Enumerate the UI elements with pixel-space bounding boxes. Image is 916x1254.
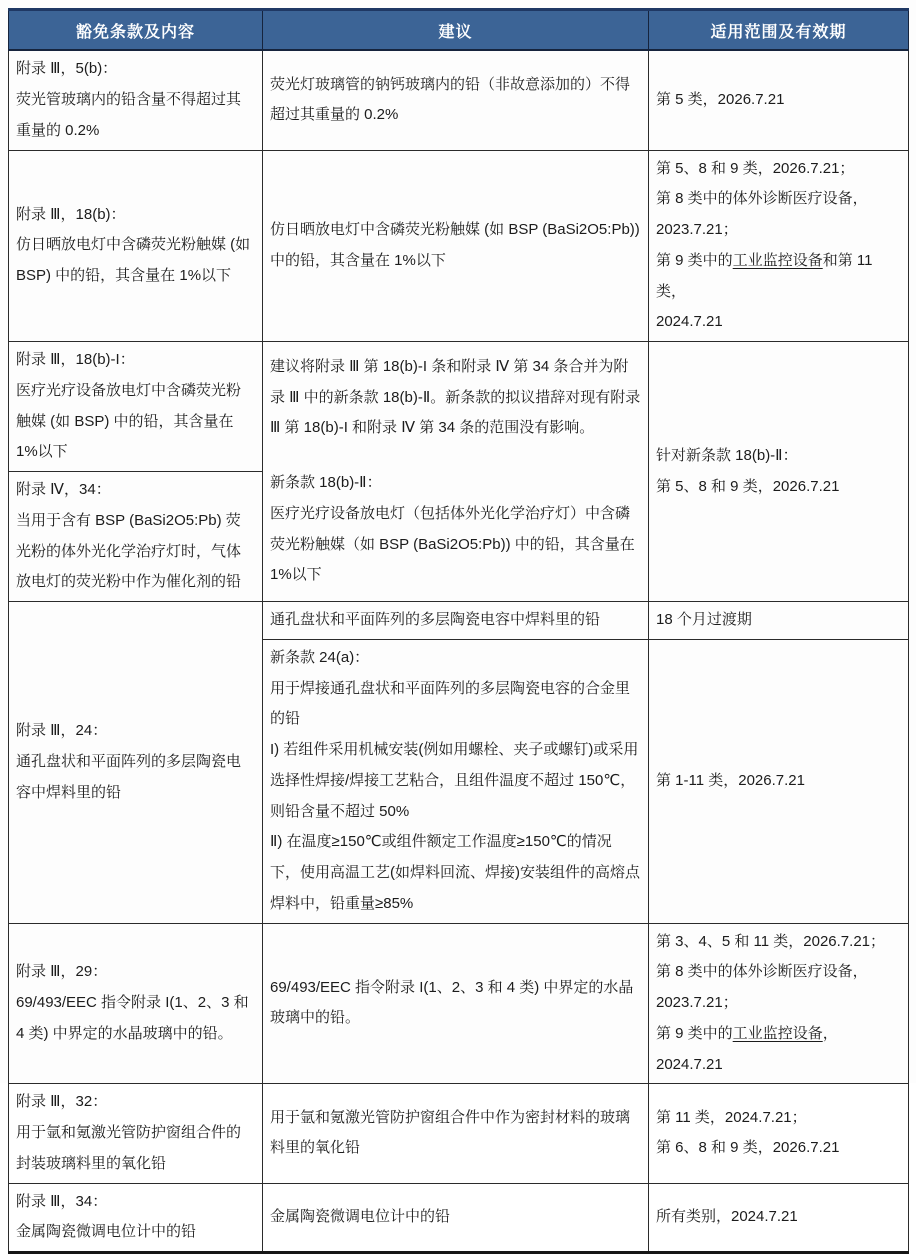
clause-cell [9, 150, 263, 342]
suggestion-text: 荧光灯玻璃管的钠钙玻璃内的铅（非故意添加的）不得超过其重量的 0.2% [270, 75, 631, 124]
table-row [9, 923, 909, 1084]
clause-title: 附录 Ⅲ，18(b)： [16, 205, 126, 223]
column-header-clause: 豁免条款及内容 [9, 10, 263, 51]
clause-title: 附录 Ⅲ，5(b)： [16, 60, 118, 78]
table-row [9, 602, 909, 640]
suggestion-cell [263, 50, 649, 150]
suggestion-text: 通孔盘状和平面阵列的多层陶瓷电容中焊料里的铅 [270, 611, 601, 628]
scope-line: 第 3、4、5 和 11 类，2026.7.21； [656, 932, 885, 950]
clause-text: 金属陶瓷微调电位计中的铅 [16, 1223, 197, 1241]
suggestion-text: 用于氩和氪激光管防护窗组合件中作为密封材料的玻璃料里的氧化铅 [270, 1108, 631, 1157]
suggestion-cell [263, 150, 649, 342]
scope-text: 第 1-11 类，2026.7.21 [656, 771, 805, 789]
scope-cell [649, 639, 909, 923]
underlined-term: 工业监控设备 [732, 251, 823, 269]
table-row [9, 50, 909, 150]
clause-cell [9, 602, 263, 924]
clause-text: 仿日晒放电灯中含磷荧光粉触媒 (如 BSP) 中的铅，其含量在 1%以下 [16, 236, 251, 285]
scope-line: 第 6、8 和 9 类，2026.7.21 [656, 1139, 840, 1157]
column-header-suggestion: 建议 [263, 10, 649, 51]
clause-text: 荧光管玻璃内的铅含量不得超过其重量的 0.2% [16, 90, 242, 139]
table-row [9, 1084, 909, 1183]
clause-text: 通孔盘状和平面阵列的多层陶瓷电容中焊料里的铅 [16, 752, 242, 801]
clause-text: 用于氩和氪激光管防护窗组合件的封装玻璃料里的氧化铅 [16, 1124, 242, 1172]
scope-line: 第 5、8 和 9 类，2026.7.21 [656, 477, 840, 495]
suggestion-text: 医疗光疗设备放电灯（包括体外光化学治疗灯）中含磷荧光粉触媒（如 BSP (BaSi2O5:Pb)) 中的铅，其含量在 1%以下 [270, 504, 635, 584]
suggestion-text: 金属陶瓷微调电位计中的铅 [270, 1207, 451, 1225]
clause-cell [9, 472, 263, 602]
suggestion-cell [263, 923, 649, 1084]
suggestion-cell [263, 639, 649, 923]
clause-title: 附录 Ⅲ，29： [16, 963, 108, 981]
scope-line: 2024.7.21 [656, 313, 723, 331]
clause-text: 当用于含有 BSP (BaSi2O5:Pb) 荧光粉的体外光化学治疗灯时，气体放电灯的荧光粉中作为催化剂的铅 [16, 511, 242, 591]
table-row [9, 1183, 909, 1253]
table-row [9, 342, 909, 472]
table-row [9, 150, 909, 342]
exemption-table [8, 8, 909, 1254]
scope-cell [649, 342, 909, 602]
clause-title: 附录 Ⅲ，32： [16, 1093, 108, 1111]
scope-cell [649, 923, 909, 1084]
suggestion-text: I) 若组件采用机械安装(例如用螺栓、夹子或螺钉)或采用选择性焊接/焊接工艺粘合，且组件温度不超过 150℃，则铅含量不超过 50% [270, 741, 639, 820]
clause-cell [9, 1084, 263, 1183]
clause-text: 医疗光疗设备放电灯中含磷荧光粉触媒 (如 BSP) 中的铅，其含量在 1%以下 [16, 381, 242, 461]
scope-line: 第 8 类中的体外诊断医疗设备， [656, 190, 868, 208]
scope-line: 第 5、8 和 9 类，2026.7.21； [656, 159, 855, 177]
clause-title: 附录 Ⅳ，34： [16, 481, 111, 498]
clause-cell [9, 1183, 263, 1253]
scope-line: 针对新条款 18(b)-Ⅱ： [656, 446, 798, 464]
clause-text: 69/493/EEC 指令附录 I(1、2、3 和 4 类) 中界定的水晶玻璃中的铅。 [16, 994, 249, 1042]
suggestion-text: 69/493/EEC 指令附录 I(1、2、3 和 4 类) 中界定的水晶玻璃中的铅。 [270, 978, 634, 1027]
clause-title: 附录 Ⅲ，18(b)-I： [16, 351, 135, 368]
suggestion-text: 用于焊接通孔盘状和平面阵列的多层陶瓷电容的合金里的铅 [270, 679, 631, 728]
suggestion-text: 仿日晒放电灯中含磷荧光粉触媒 (如 BSP (BaSi2O5:Pb)) 中的铅，其含量在 1%以下 [270, 221, 640, 269]
scope-text: 18 个月过渡期 [656, 611, 752, 628]
header-row [9, 10, 909, 51]
clause-cell [9, 50, 263, 150]
scope-line: 第 9 类中的工业监控设备，2024.7.21 [656, 1024, 838, 1073]
scope-line: 第 9 类中的工业监控设备和第 11 类， [656, 251, 873, 300]
clause-title: 附录 Ⅲ，24： [16, 722, 108, 740]
suggestion-subtitle: 新条款 24(a)： [270, 648, 370, 666]
suggestion-subtitle: 新条款 18(b)-Ⅱ： [270, 474, 382, 492]
scope-line: 2023.7.21； [656, 994, 738, 1011]
scope-text: 第 5 类，2026.7.21 [656, 90, 785, 108]
scope-line: 2023.7.21； [656, 221, 738, 238]
scope-cell [649, 150, 909, 342]
scope-line: 第 11 类，2024.7.21； [656, 1108, 807, 1126]
scope-cell [649, 602, 909, 640]
scope-cell [649, 50, 909, 150]
clause-title: 附录 Ⅲ，34： [16, 1192, 108, 1210]
column-header-scope: 适用范围及有效期 [649, 10, 909, 51]
scope-cell [649, 1183, 909, 1253]
suggestion-cell [263, 342, 649, 602]
scope-text: 所有类别，2024.7.21 [656, 1207, 798, 1225]
clause-cell [9, 923, 263, 1084]
scope-line: 第 8 类中的体外诊断医疗设备， [656, 963, 868, 981]
clause-cell [9, 342, 263, 472]
suggestion-cell [263, 602, 649, 640]
suggestion-cell [263, 1183, 649, 1253]
suggestion-cell [263, 1084, 649, 1183]
suggestion-text: 建议将附录 Ⅲ 第 18(b)-I 条和附录 Ⅳ 第 34 条合并为附录 Ⅲ 中的新条款 18(b)-Ⅱ。新条款的拟议措辞对现有附录 Ⅲ 第 18(b)-I 和附录 Ⅳ 第 34 条的范围没有影响。 [270, 357, 641, 437]
scope-cell [649, 1084, 909, 1183]
underlined-term: 工业监控设备 [732, 1024, 823, 1042]
suggestion-text: Ⅱ) 在温度≥150℃或组件额定工作温度≥150℃的情况下，使用高温工艺(如焊料回流、焊接)安装组件的高熔点焊料中，铅重量≥85% [270, 833, 640, 912]
